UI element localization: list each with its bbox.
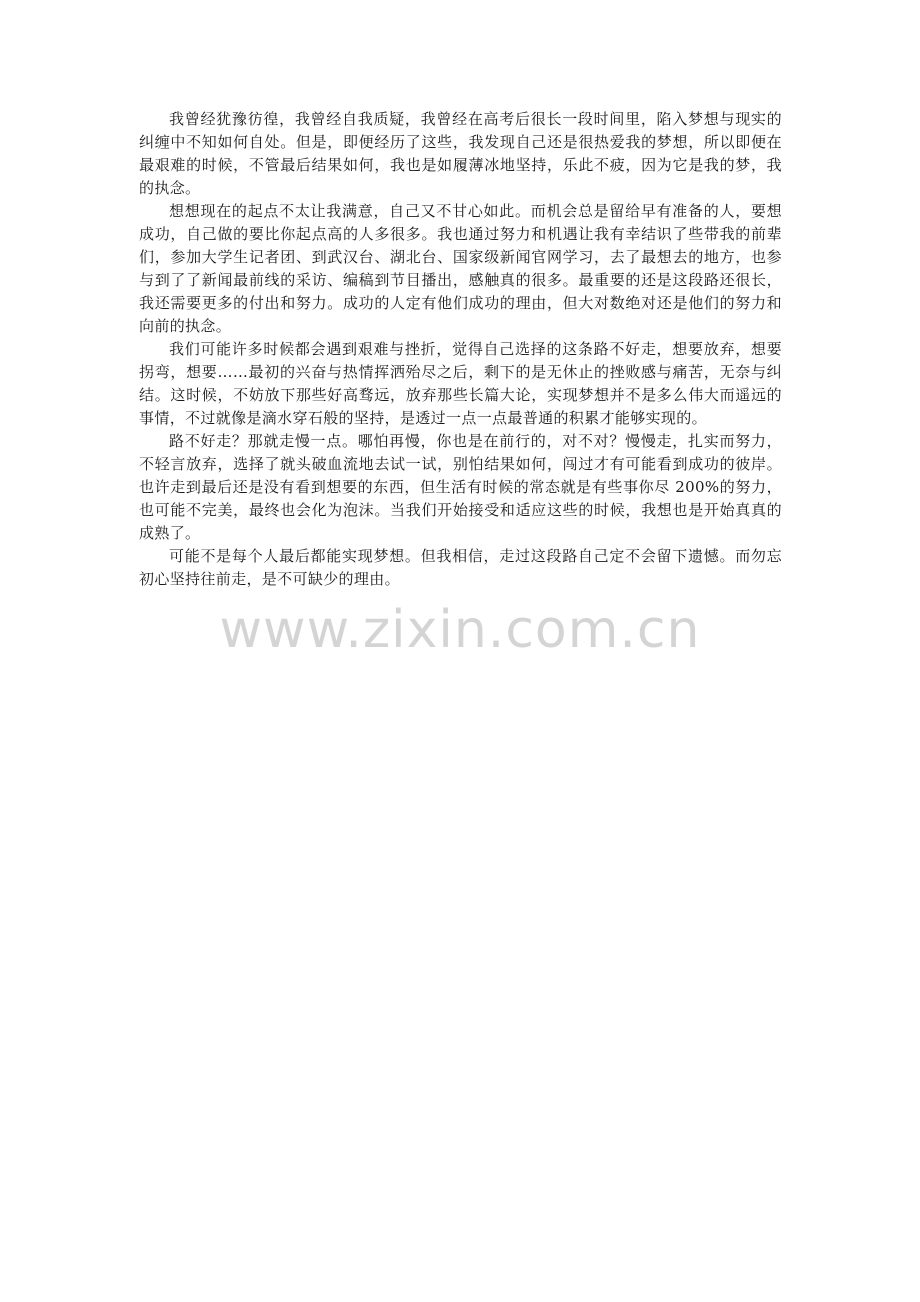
paragraph-5: 可能不是每个人最后都能实现梦想。但我相信，走过这段路自己定不会留下遗憾。而勿忘初心坚持往前走，是不可缺少的理由。 — [139, 547, 782, 588]
paragraph-2: 想想现在的起点不太让我满意，自己又不甘心如此。而机会总是留给早有准备的人，要想成功，自己做的要比你起点高的人多很多。我也通过努力和机遇让我有幸结识了些带我的前辈们，参加大学生记者团、到武汉台、湖北台、国家级新闻官网学习，去了最想去的地方，也参与到了了新闻最前线的采访、编稿到节目播出，感触真的很多。最重要的还是这段路还很长，我还需要更多的付出和努力。成功的人定有他们成功的理由，但大对数绝对还是他们的努力和向前的执念。 — [139, 202, 782, 335]
paragraph-1: 我曾经犹豫彷徨，我曾经自我质疑，我曾经在高考后很长一段时间里，陷入梦想与现实的纠缠中不知如何自处。但是，即便经历了这些，我发现自己还是很热爱我的梦想，所以即便在最艰难的时候，不管最后结果如何，我也是如履薄冰地坚持，乐此不疲，因为它是我的梦，我的执念。 — [139, 110, 782, 197]
paragraph-3: 我们可能许多时候都会遇到艰难与挫折，觉得自己选择的这条路不好走，想要放弃，想要拐弯，想要……最初的兴奋与热情挥洒殆尽之后，剩下的是无休止的挫败感与痛苦，无奈与纠结。这时候，不妨放下那些好高骛远，放弃那些长篇大论，实现梦想并不是多么伟大而遥远的事情，不过就像是滴水穿石般的坚持，是透过一点一点最普通的积累才能够实现的。 — [139, 340, 782, 427]
article-body — [139, 108, 782, 591]
watermark: www.zixin.com.cn — [219, 600, 701, 660]
paragraph-4: 路不好走？那就走慢一点。哪怕再慢，你也是在前行的，对不对？慢慢走，扎实而努力，不轻言放弃，选择了就头破血流地去试一试，别怕结果如何，闯过才有可能看到成功的彼岸。也许走到最后还是没有看到想要的东西，但生活有时候的常态就是有些事你尽 200%的努力，也可能不完美，最终也会化为泡沫。当我们开始接受和适应这些的时候，我想也是开始真真的成熟了。 — [139, 432, 782, 542]
